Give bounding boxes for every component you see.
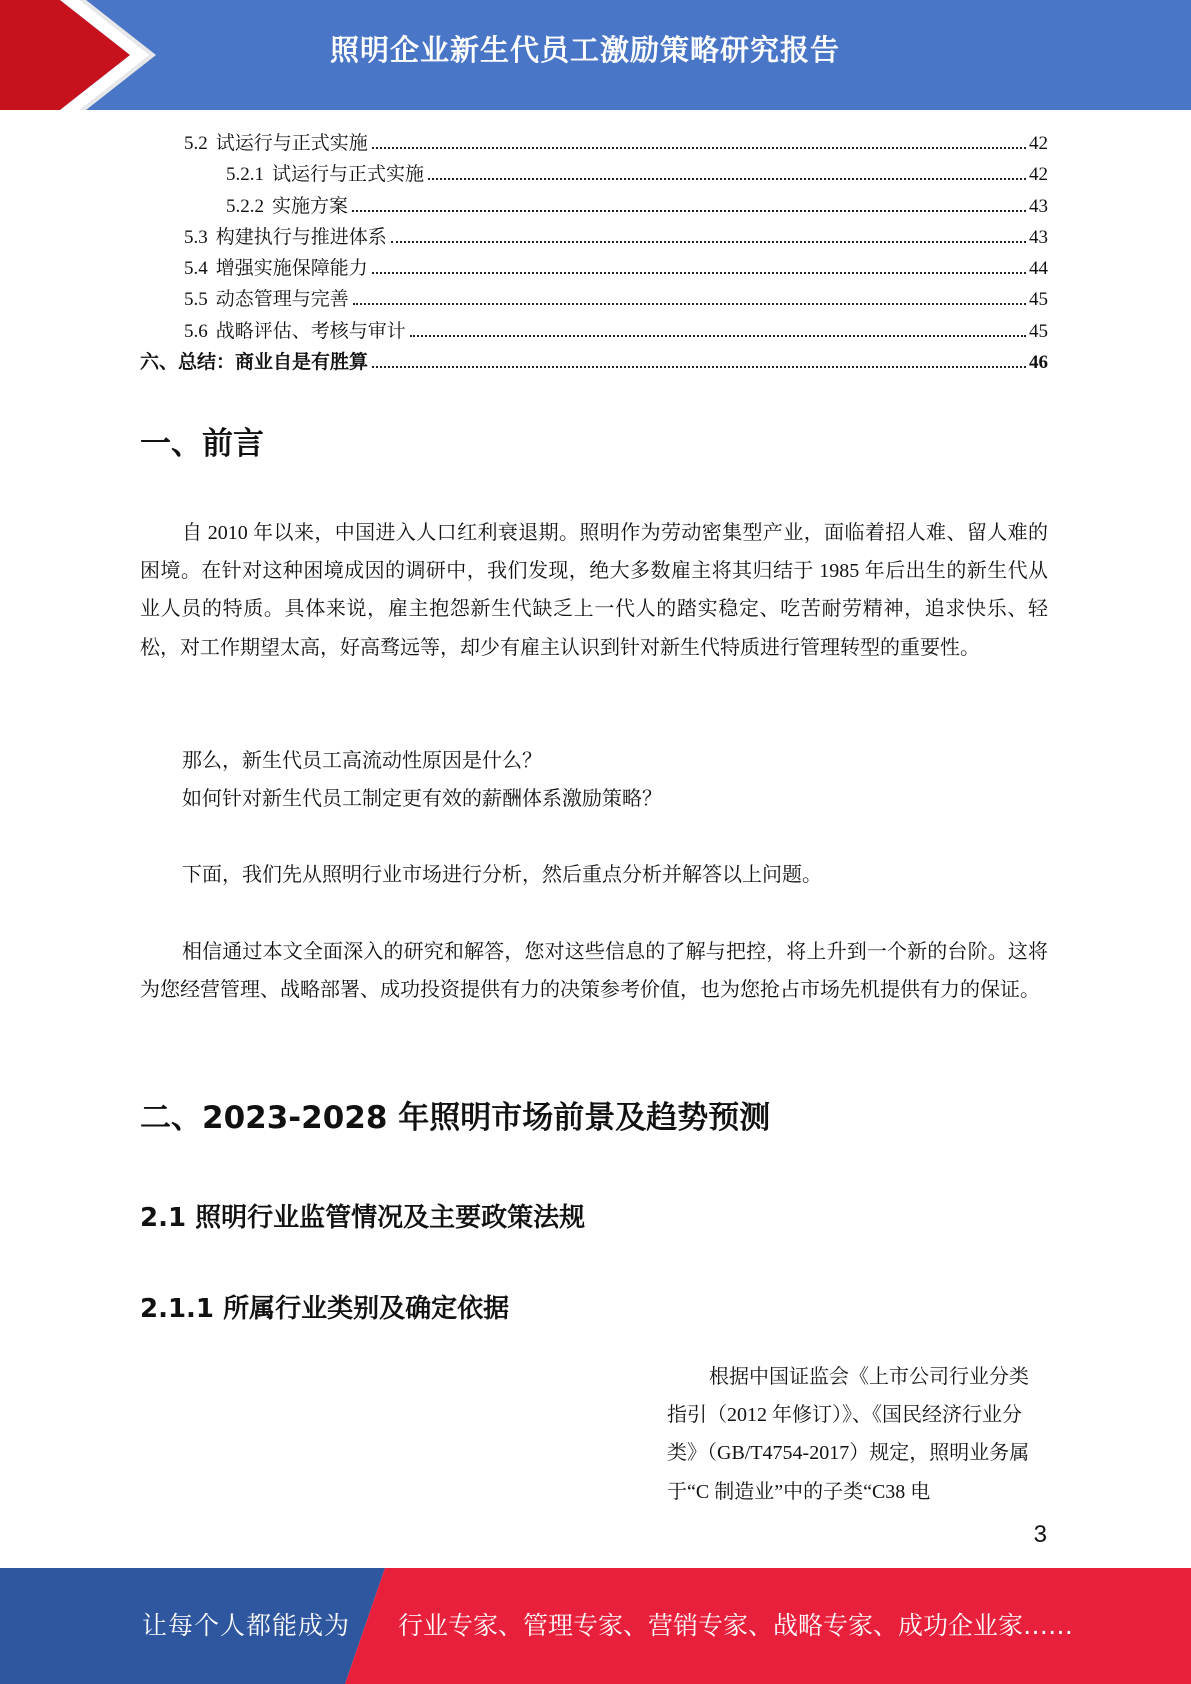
toc-leader-dots bbox=[353, 302, 1026, 305]
toc-leader-dots bbox=[372, 365, 1026, 368]
toc-entry[interactable] bbox=[140, 316, 1048, 347]
toc-entry-page: 43 bbox=[1029, 226, 1048, 248]
toc-entry-number: 5.2.1 bbox=[226, 164, 264, 186]
footer-banner bbox=[0, 1568, 1191, 1684]
section-heading-market-outlook: 二、2023-2028 年照明市场前景及趋势预测 bbox=[140, 1100, 771, 1136]
toc-entry-page: 45 bbox=[1029, 320, 1048, 342]
toc-entry-number: 六、 bbox=[140, 352, 179, 374]
footer-slogan-right: 行业专家、管理专家、营销专家、战略专家、成功企业家…… bbox=[398, 1611, 1074, 1640]
subsection-heading: 2.1 照明行业监管情况及主要政策法规 bbox=[140, 1203, 586, 1233]
header-banner bbox=[0, 0, 1191, 110]
toc-entry[interactable] bbox=[140, 347, 1048, 378]
toc-entry-page: 46 bbox=[1029, 352, 1048, 374]
toc-entry-page: 44 bbox=[1029, 258, 1048, 280]
toc-leader-dots bbox=[391, 240, 1026, 243]
toc-entry[interactable] bbox=[140, 253, 1048, 284]
toc-entry[interactable] bbox=[140, 128, 1048, 159]
body-paragraph: 相信通过本文全面深入的研究和解答，您对这些信息的了解与把控，将上升到一个新的台阶。这将为您经营管理、战略部署、成功投资提供有力的决策参考价值，也为您抢占市场先机提供有力的保证。 bbox=[140, 941, 1048, 1002]
toc-entry-number: 5.5 bbox=[184, 289, 208, 311]
toc-leader-dots bbox=[352, 209, 1026, 212]
toc-entry-label: 增强实施保障能力 bbox=[215, 258, 368, 280]
toc-entry-label: 总结：商业自是有胜算 bbox=[178, 352, 369, 374]
toc-entry[interactable] bbox=[140, 191, 1048, 222]
toc-entry[interactable] bbox=[140, 284, 1048, 315]
toc-entry-label: 战略评估、考核与审计 bbox=[215, 320, 406, 342]
toc-leader-dots bbox=[410, 334, 1026, 337]
toc-leader-dots bbox=[428, 177, 1026, 180]
section-heading-preface: 一、前言 bbox=[140, 426, 264, 462]
toc-leader-dots bbox=[372, 146, 1026, 149]
toc-entry-number: 5.3 bbox=[184, 226, 208, 248]
page-number: 3 bbox=[1033, 1521, 1047, 1548]
toc-entry-page: 42 bbox=[1029, 164, 1048, 186]
toc-entry-number: 5.4 bbox=[184, 258, 208, 280]
toc-entry-page: 42 bbox=[1029, 133, 1048, 154]
body-paragraph: 根据中国证监会《上市公司行业分类指引（2012 年修订）》、《国民经济行业分类》（GB/T4754-2017）规定，照明业务属于“C 制造业”中的子类“C38 电 bbox=[667, 1366, 1030, 1503]
toc-entry-label: 实施方案 bbox=[272, 195, 349, 217]
body-paragraph: 下面，我们先从照明行业市场进行分析，然后重点分析并解答以上问题。 bbox=[182, 864, 822, 886]
footer-slogan-left: 让每个人都能成为 bbox=[142, 1611, 351, 1640]
question-line: 那么，新生代员工高流动性原因是什么？ bbox=[182, 750, 542, 772]
body-paragraph: 自 2010 年以来，中国进入人口红利衰退期。照明作为劳动密集型产业，面临着招人难、留人难的困境。在针对这种困境成因的调研中，我们发现，绝大多数雇主将其归结于 1985 年后出生的新生代从业人员的特质。具体来说，雇主抱怨新生代缺乏上一代人的踏实稳定、吃苦耐劳精神，追求快乐、轻松，对工作期望太高，好高骛远等，却少有雇主认识到针对新生代特质进行管理转型的重要性。 bbox=[140, 522, 1048, 659]
question-line: 如何针对新生代员工制定更有效的薪酬体系激励策略？ bbox=[182, 788, 662, 810]
toc-entry-number: 5.2 bbox=[184, 133, 208, 154]
toc-entry-number: 5.2.2 bbox=[226, 195, 264, 217]
toc-entry-number: 5.6 bbox=[184, 320, 208, 342]
toc-entry-label: 试运行与正式实施 bbox=[215, 133, 368, 154]
table-of-contents bbox=[140, 128, 1048, 378]
report-title: 照明企业新生代员工激励策略研究报告 bbox=[330, 33, 841, 67]
subsection-heading: 2.1.1 所属行业类别及确定依据 bbox=[140, 1294, 510, 1324]
toc-entry-page: 43 bbox=[1029, 195, 1048, 217]
toc-entry[interactable] bbox=[140, 159, 1048, 190]
toc-entry[interactable] bbox=[140, 222, 1048, 253]
toc-entry-label: 构建执行与推进体系 bbox=[215, 226, 387, 248]
toc-entry-label: 动态管理与完善 bbox=[215, 289, 349, 311]
toc-entry-page: 45 bbox=[1029, 289, 1048, 311]
toc-leader-dots bbox=[372, 271, 1026, 274]
toc-entry-label: 试运行与正式实施 bbox=[272, 164, 425, 186]
